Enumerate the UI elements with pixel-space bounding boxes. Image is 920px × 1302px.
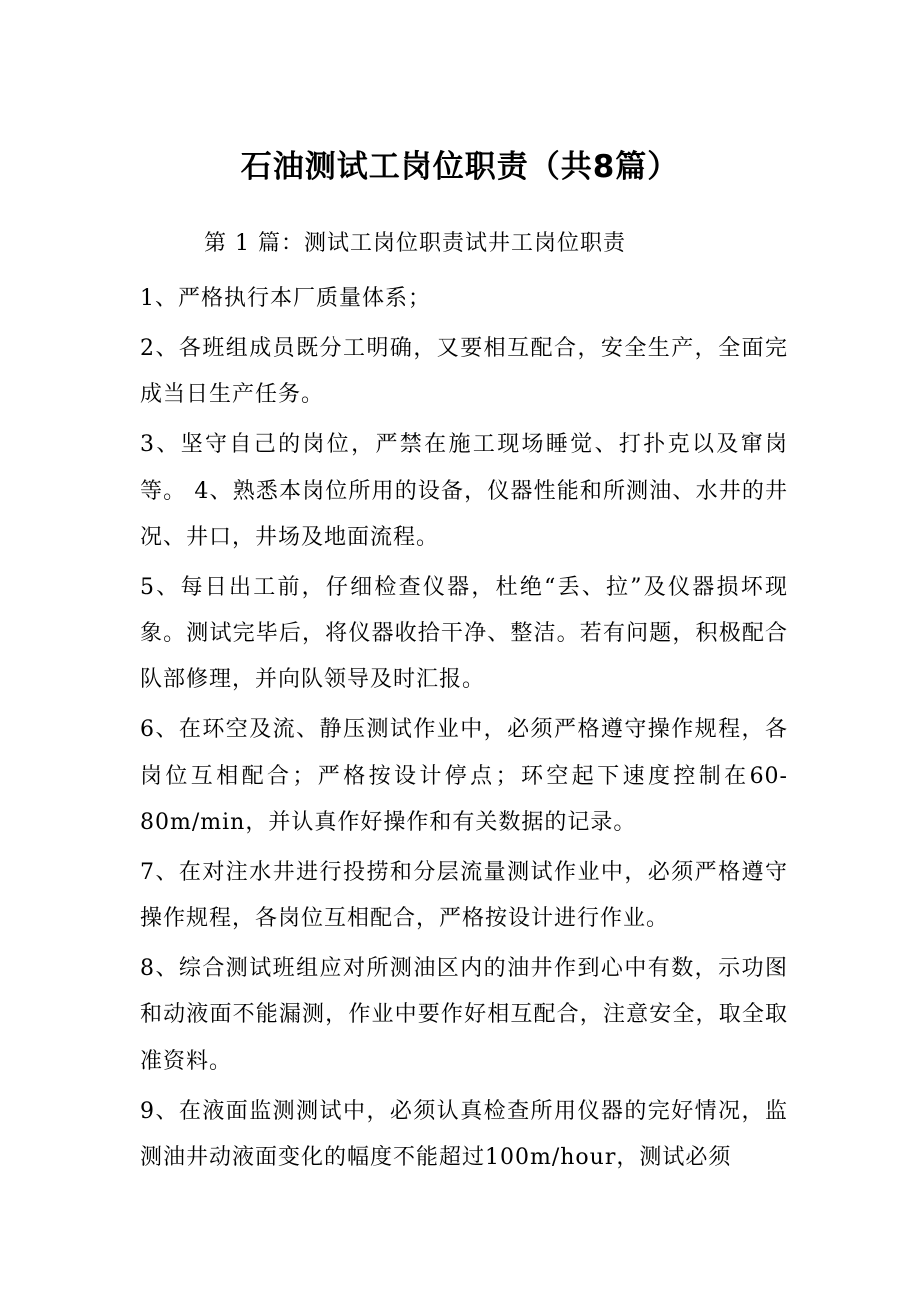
document-body bbox=[140, 276, 788, 1185]
paragraph-5: 6、在环空及流、静压测试作业中，必须严格遵守操作规程，各岗位互相配合；严格按设计停点；环空起下速度控制在60-80m/min，并认真作好操作和有关数据的记录。 bbox=[140, 717, 788, 835]
paragraph-4: 5、每日出工前，仔细检查仪器，杜绝“丢、拉”及仪器损坏现象。测试完毕后，将仪器收拾干净、整洁。若有问题，积极配合队部修理，并向队领导及时汇报。 bbox=[140, 574, 788, 693]
paragraph-6: 7、在对注水井进行投捞和分层流量测试作业中，必须严格遵守操作规程，各岗位互相配合，严格按设计进行作业。 bbox=[140, 859, 788, 932]
paragraph-7: 8、综合测试班组应对所测油区内的油井作到心中有数，示功图和动液面不能漏测，作业中要作好相互配合，注意安全，取全取准资料。 bbox=[140, 956, 788, 1074]
document-title: 石油测试工岗位职责（共8篇） bbox=[240, 149, 680, 185]
paragraph-2: 2、各班组成员既分工明确，又要相互配合，安全生产，全面完成当日生产任务。 bbox=[140, 336, 788, 408]
section-subtitle: 第 1 篇：测试工岗位职责试井工岗位职责 bbox=[204, 231, 626, 256]
paragraph-3: 3、坚守自己的岗位，严禁在施工现场睡觉、打扑克以及窜岗等。 4、熟悉本岗位所用的设备，仪器性能和所测油、水井的井况、井口，井场及地面流程。 bbox=[140, 432, 788, 550]
paragraph-1: 1、严格执行本厂质量体系； bbox=[140, 286, 431, 311]
paragraph-8: 9、在液面监测测试中，必须认真检查所用仪器的完好情况，监测油井动液面变化的幅度不能超过100m/hour，测试必须 bbox=[140, 1098, 788, 1170]
